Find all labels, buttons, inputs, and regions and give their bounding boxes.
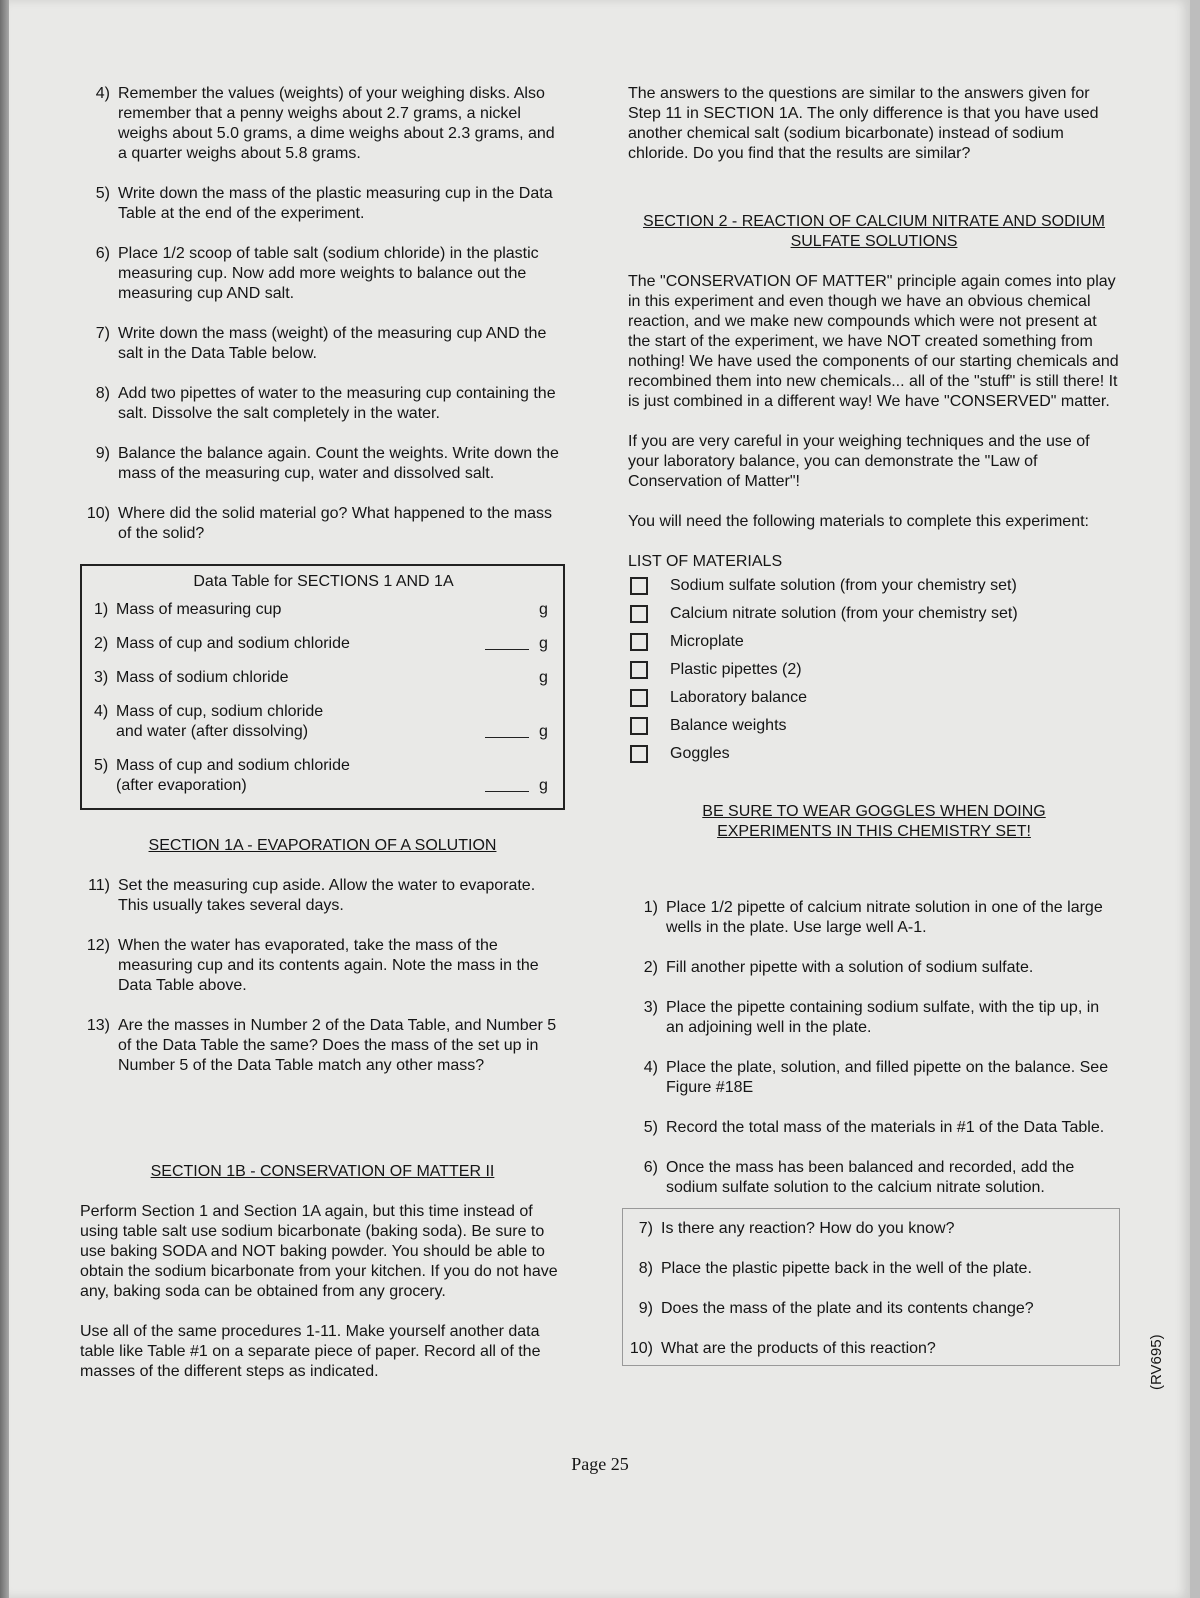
page-number: Page 25 <box>571 1454 629 1474</box>
checkbox[interactable] <box>630 661 648 679</box>
paragraph: Use all of the same procedures 1-11. Make yourself another data table like Table #1 on a separate piece of paper. Record all of the masses of the different steps as indicated. <box>80 1323 541 1380</box>
list-item: 2) Fill another pipette with a solution of sodium sulfate. <box>643 959 1034 976</box>
list-item: 11) Set the measuring cup aside. Allow the water to evaporate. This usually takes several days. <box>88 877 536 914</box>
unit-label: g <box>539 601 548 618</box>
answer-blank <box>485 649 529 650</box>
checkbox[interactable] <box>630 717 648 735</box>
list-item: Calcium nitrate solution (from your chemistry set) <box>628 604 1120 624</box>
checkbox[interactable] <box>630 577 648 595</box>
list-item: 4) Remember the values (weights) of your weighing disks. Also remember that a penny weighs about 2.7 grams, a nickel weighs about 5.0 grams, a dime weighs about 2.3 grams, and a quarter weighs about 5.8 grams. <box>95 85 555 162</box>
document-code: (RV695) <box>1148 1334 1165 1390</box>
list-item: Microplate <box>628 632 1120 652</box>
unit-label: g <box>539 669 548 686</box>
list-item: 10) What are the products of this reaction? <box>629 1340 936 1357</box>
list-item: Goggles <box>628 744 1120 764</box>
list-item: 4) Place the plate, solution, and filled pipette on the balance. See Figure #18E <box>643 1059 1109 1096</box>
answer-blank <box>485 791 529 792</box>
list-item: 6) Once the mass has been balanced and recorded, add the sodium sulfate solution to the calcium nitrate solution. <box>643 1159 1075 1196</box>
binding-edge <box>0 0 9 1598</box>
section-2-heading: SECTION 2 - REACTION OF CALCIUM NITRATE AND SODIUM SULFATE SOLUTIONS <box>643 213 1105 250</box>
table-row: 5) Mass of cup and sodium chloride (after evaporation) g <box>94 756 553 796</box>
materials-list <box>628 576 1120 764</box>
paragraph: You will need the following materials to complete this experiment: <box>628 513 1089 530</box>
list-item: 5) Record the total mass of the materials in #1 of the Data Table. <box>643 1119 1105 1136</box>
table-row: 3) Mass of sodium chloride g <box>94 668 553 688</box>
table-row: 4) Mass of cup, sodium chloride and water (after dissolving) g <box>94 702 553 742</box>
step-list <box>80 876 565 1076</box>
data-table-title: Data Table for SECTIONS 1 AND 1A <box>193 573 454 590</box>
step-list <box>80 84 565 544</box>
list-item: 12) When the water has evaporated, take the mass of the measuring cup and its contents again. Note the mass in the Data Table above. <box>86 937 539 994</box>
unit-label: g <box>539 723 548 740</box>
intro-paragraph: The answers to the questions are similar to the answers given for Step 11 in SECTION 1A. The only difference is that you have used another chemical salt (sodium bicarbonate) instead of sodium chloride. Do you find that the results are similar? <box>628 85 1099 162</box>
paragraph: The "CONSERVATION OF MATTER" principle again comes into play in this experiment and even though we have an obvious chemical reaction, and we make new compounds which were not present at the start of the experiment, we have NOT created something from nothing! We have used the components of our starting chemicals and recombined them into new chemicals... all of the "stuff" is still there! It is just combined in a different way! We have "CONSERVED" matter. <box>628 273 1119 410</box>
list-item: 10) Where did the solid material go? What happened to the mass of the solid? <box>86 505 553 542</box>
faint-box <box>622 1208 1120 1366</box>
materials-title: LIST OF MATERIALS <box>628 553 783 570</box>
list-item: 7) Is there any reaction? How do you know? <box>638 1220 955 1237</box>
paragraph: Perform Section 1 and Section 1A again, but this time instead of using table salt use sodium bicarbonate (baking soda). Be sure to use baking SODA and NOT baking powder. You should be able to obtain the sodium bicarbonate from your kitchen. If you do not have any, baking soda can be obtained from any grocery. <box>80 1203 558 1300</box>
unit-label: g <box>539 777 548 794</box>
checkbox[interactable] <box>630 745 648 763</box>
section-1a-heading: SECTION 1A - EVAPORATION OF A SOLUTION <box>148 837 497 854</box>
left-column <box>80 84 565 1402</box>
list-item: 6) Place 1/2 scoop of table salt (sodium chloride) in the plastic measuring cup. Now add more weights to balance out the measuring cup AND salt. <box>95 245 539 302</box>
answer-blank <box>485 737 529 738</box>
list-item: 13) Are the masses in Number 2 of the Data Table, and Number 5 of the Data Table the same? Does the mass of the set up in Number 5 of the Data Table match any other mass? <box>86 1017 557 1074</box>
unit-label: g <box>539 635 548 652</box>
list-item: 8) Add two pipettes of water to the measuring cup containing the salt. Dissolve the salt completely in the water. <box>95 385 556 422</box>
list-item: 1) Place 1/2 pipette of calcium nitrate solution in one of the large wells in the plate. Use large well A-1. <box>643 899 1103 936</box>
step-list <box>628 898 1120 1198</box>
goggles-warning: BE SURE TO WEAR GOGGLES WHEN DOING EXPERIMENTS IN THIS CHEMISTRY SET! <box>702 803 1046 840</box>
list-item: 9) Balance the balance again. Count the weights. Write down the mass of the measuring cup, water and dissolved salt. <box>95 445 559 482</box>
list-item: 7) Write down the mass (weight) of the measuring cup AND the salt in the Data Table below. <box>95 325 547 362</box>
checkbox[interactable] <box>630 689 648 707</box>
list-item: Sodium sulfate solution (from your chemistry set) <box>628 576 1120 596</box>
checkbox[interactable] <box>630 633 648 651</box>
table-row: 1) Mass of measuring cup g <box>94 600 553 620</box>
list-item: Plastic pipettes (2) <box>628 660 1120 680</box>
right-column <box>628 84 1120 1366</box>
data-table <box>80 564 565 810</box>
section-1b-heading: SECTION 1B - CONSERVATION OF MATTER II <box>150 1163 495 1180</box>
list-item: 8) Place the plastic pipette back in the well of the plate. <box>638 1260 1032 1277</box>
list-item: 5) Write down the mass of the plastic measuring cup in the Data Table at the end of the experiment. <box>95 185 553 222</box>
checkbox[interactable] <box>630 605 648 623</box>
list-item: 3) Place the pipette containing sodium sulfate, with the tip up, in an adjoining well in the plate. <box>643 999 1100 1036</box>
list-item: Balance weights <box>628 716 1120 736</box>
paragraph: If you are very careful in your weighing techniques and the use of your laboratory balance, you can demonstrate the "Law of Conservation of Matter"! <box>628 433 1090 490</box>
list-item: 9) Does the mass of the plate and its contents change? <box>638 1300 1034 1317</box>
table-row: 2) Mass of cup and sodium chloride g <box>94 634 553 654</box>
list-item: Laboratory balance <box>628 688 1120 708</box>
